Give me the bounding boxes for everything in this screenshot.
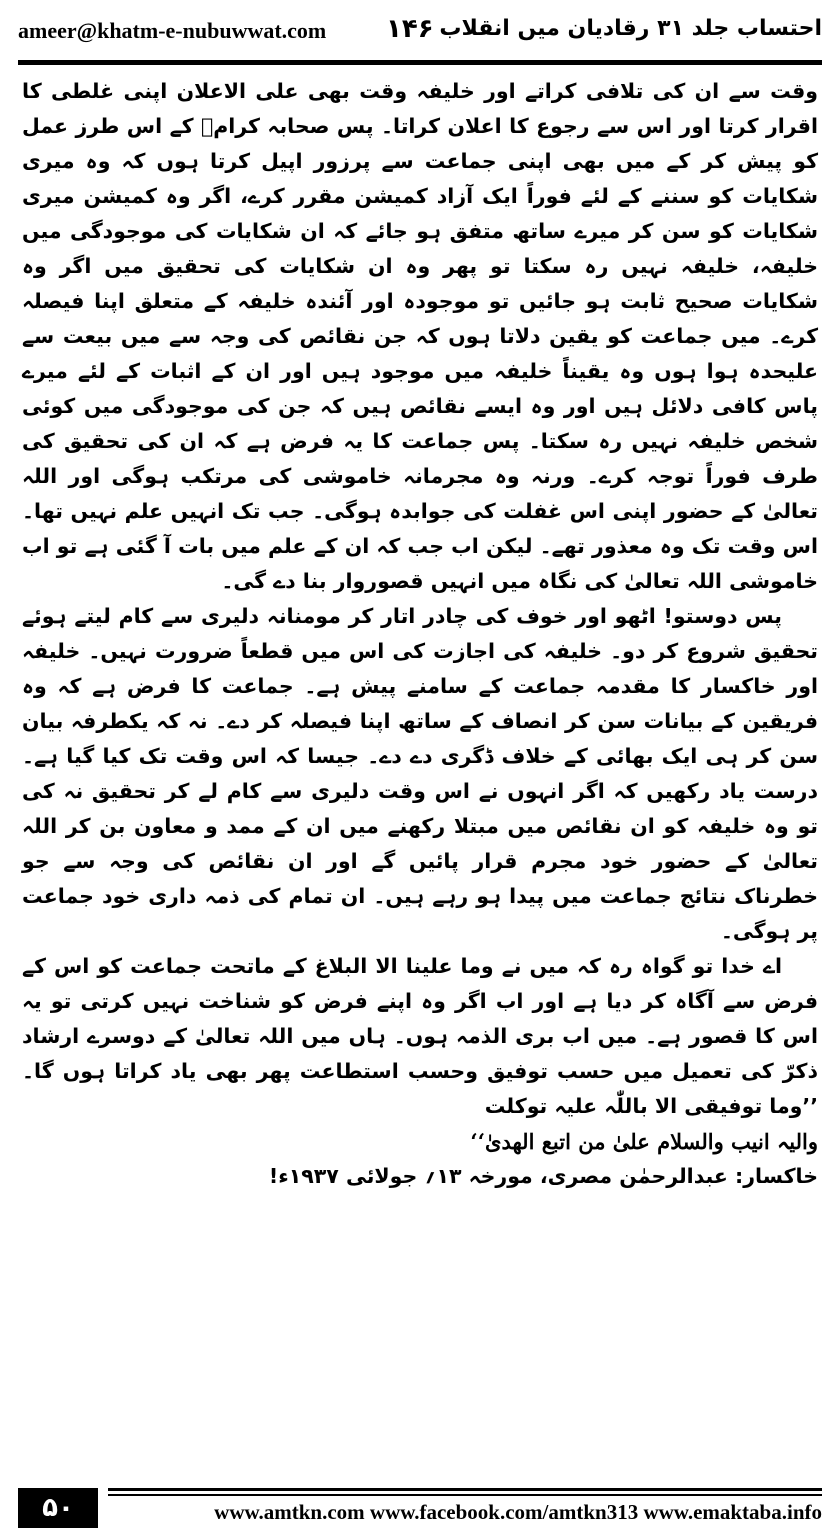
arabic-closing-line: والیہ انیب والسلام علیٰ من اتبع الھدیٰ‘‘ (470, 1129, 818, 1154)
footer-links: www.amtkn.com www.facebook.com/amtkn313 www.emaktaba.info (214, 1500, 822, 1524)
body-text (22, 74, 818, 1194)
signature-line: خاکسار: عبدالرحمٰن مصری، مورخہ ۱۳؍ جولائی ۱۹۳۷ء! (268, 1164, 818, 1188)
paragraph: وقت سے ان کی تلافی کراتے اور خلیفہ وقت بھی علی الاعلان اپنی غلطی کا اقرار کرتا اور اس سے رجوع کا اعلان کراتا۔ پس صحابہ کرامؓ کے اس طرز عمل کو پیش کر کے میں بھی اپنی جماعت سے پرزور اپیل کرتا ہوں کہ وہ میری شکایات کو سننے کے لئے فوراً ایک آزاد کمیشن مقرر کرے، اگر وہ کمیشن میری شکایات کو سن کر میرے ساتھ متفق ہو جائے کہ ان شکایات کی موجودگی میں خلیفہ، خلیفہ نہیں رہ سکتا تو پھر وہ ان شکایات کی تحقیق میں اگر وہ شکایات صحیح ثابت ہو جائیں تو موجودہ اور آئندہ خلیفہ کے متعلق اپنا فیصلہ کرے۔ میں جماعت کو یقین دلاتا ہوں کہ جن نقائص کی وجہ سے میں بیعت سے علیحدہ ہوا ہوں وہ یقیناً خلیفہ میں موجود ہیں اور ان کے اثبات کے لئے میرے پاس کافی دلائل ہیں اور وہ ایسے نقائص ہیں کہ جن کی موجودگی میں کوئی شخص خلیفہ نہیں رہ سکتا۔ پس جماعت کا یہ فرض ہے کہ ان کی تحقیق کی طرف فوراً توجہ کرے۔ ورنہ وہ مجرمانہ خاموشی کی مرتکب ہوگی اور اللہ تعالیٰ کے حضور اپنی اس غفلت کی جوابدہ ہوگی۔ جب تک انہیں علم نہیں تھا۔ اس وقت تک وہ معذور تھے۔ لیکن اب جب کہ ان کے علم میں بات آ گئی ہے تو اب خاموشی اللہ تعالیٰ کی نگاہ میں انہیں قصوروار بنا دے گی۔ (22, 79, 818, 593)
header-email: ameer@khatm-e-nubuwwat.com (18, 18, 327, 43)
header-divider (18, 60, 822, 65)
header-page-number: ۱۴۶ (386, 14, 434, 44)
paragraph: اے خدا تو گواہ رہ کہ میں نے وما علینا الا البلاغ کے ماتحت جماعت کو اس کے فرض سے آگاہ کر دیا ہے اور اب اگر وہ اپنے فرض کو شناخت نہیں کرتی تو یہ اس کا قصور ہے۔ میں اب بری الذمہ ہوں۔ ہاں میں اللہ تعالیٰ کے دوسرے ارشاد ذکرّ کی تعمیل میں حسب توفیق وحسب استطاعت پھر بھی یاد کراتا ہوں گا۔ ’’وما توفیقی الا باللّٰہ علیہ توکلت (22, 954, 818, 1118)
paragraph: پس دوستو! اٹھو اور خوف کی چادر اتار کر مومنانہ دلیری سے کام لیتے ہوئے تحقیق شروع کر دو۔ خلیفہ کی اجازت کی اس میں قطعاً ضرورت نہیں۔ خلیفہ اور خاکسار کا مقدمہ جماعت کے سامنے پیش ہے۔ جماعت کا فرض ہے کہ وہ فریقین کے بیانات سن کر انصاف کے ساتھ اپنا فیصلہ کر دے۔ نہ کہ یکطرفہ بیان سن کر ہی ایک بھائی کے خلاف ڈگری دے دے۔ جیسا کہ اس وقت تک کیا گیا ہے۔ درست یاد رکھیں کہ اگر انہوں نے اس وقت دلیری سے کام لے کر تحقیق نہ کی تو وہ خلیفہ کو ان نقائص میں مبتلا رکھنے میں ان کے ممد و معاون بن کر اللہ تعالیٰ کے حضور خود مجرم قرار پائیں گے اور ان نقائص کی وجہ سے جو خطرناک نتائج جماعت میں پیدا ہو رہے ہیں۔ ان تمام کی ذمہ داری خود جماعت پر ہوگی۔ (22, 604, 818, 943)
page-header (18, 14, 822, 58)
footer-page-box: ۵۰ (18, 1488, 98, 1528)
footer-divider (108, 1488, 822, 1491)
footer-divider-thin (108, 1494, 822, 1496)
header-title: احتساب جلد ۳۱ رقادیان میں انقلاب (439, 16, 822, 41)
